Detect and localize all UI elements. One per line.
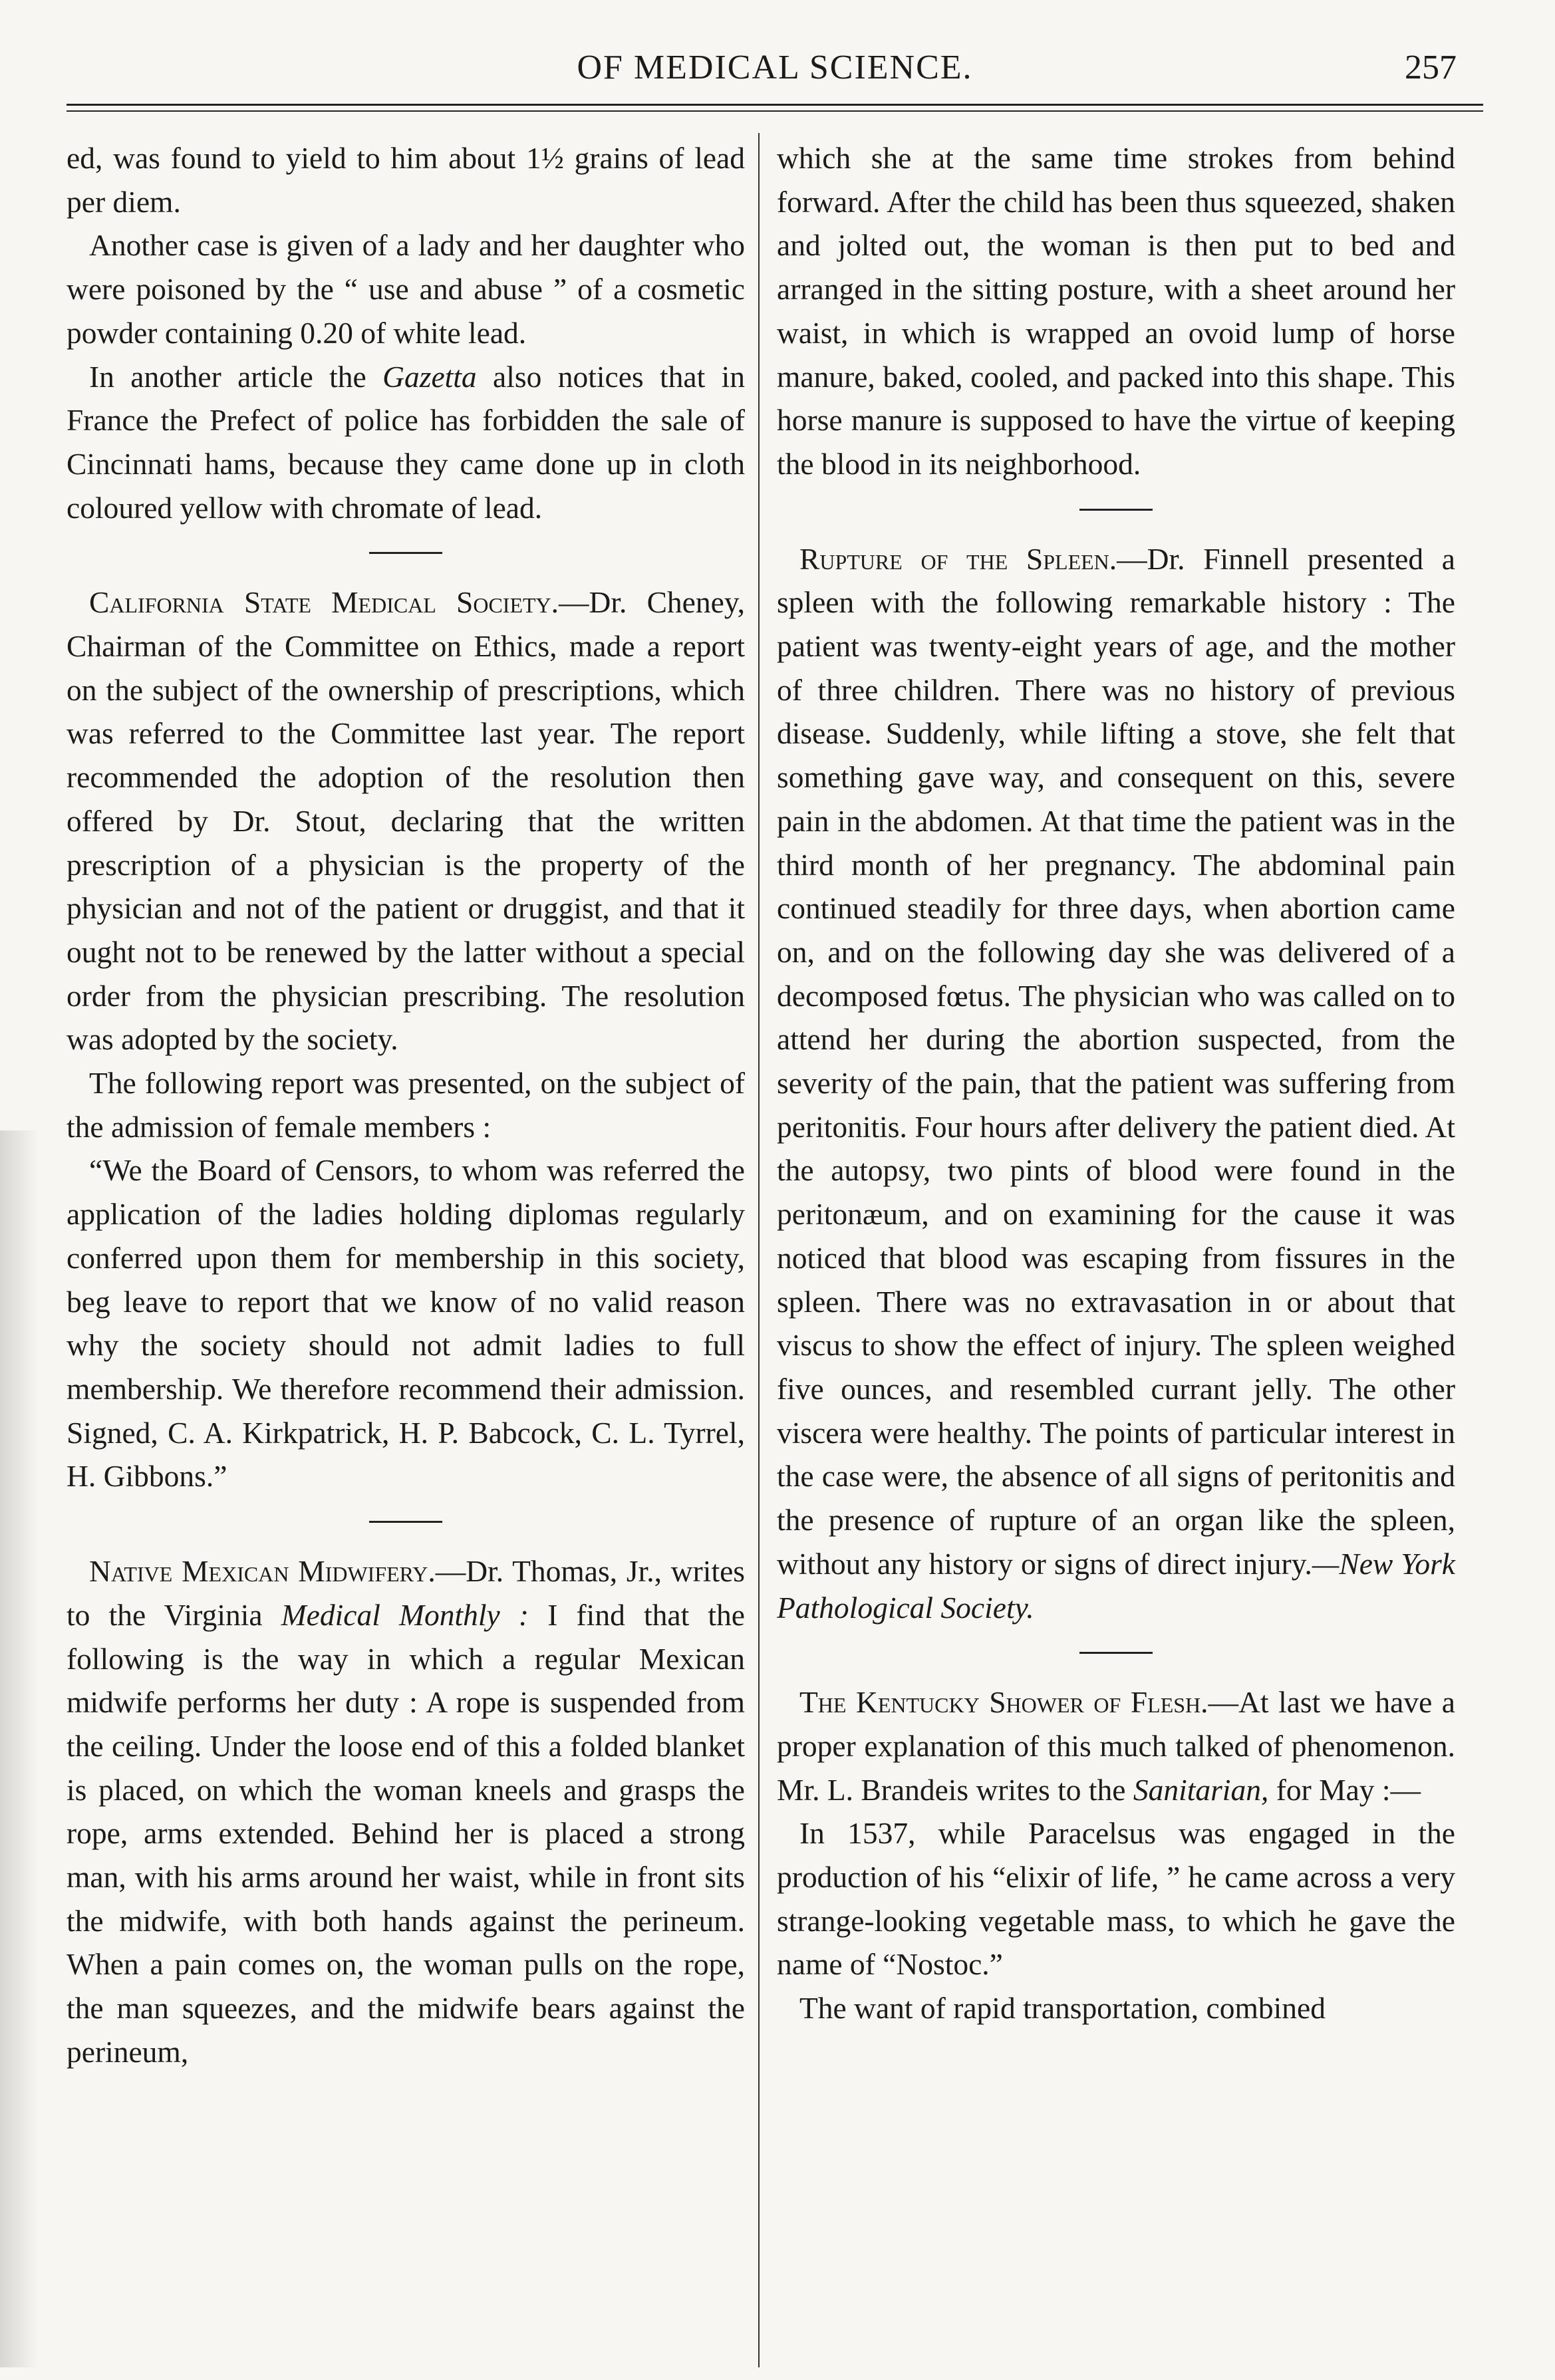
text-run: also notices that in France the Prefect of police has forbidden the sale of Cincinnati hams, because they came done up in cloth coloured yellow with chromate of lead. xyxy=(67,359,745,525)
paragraph: The following report was presented, on the subject of the admission of female members : xyxy=(67,1066,745,1144)
section-paragraph xyxy=(777,1680,1455,1811)
section-heading: California State Medical Society. xyxy=(89,585,559,620)
source-citation: —New York Pathological Society. xyxy=(777,1546,1455,1625)
section-paragraph xyxy=(777,537,1455,1630)
section-heading: Rupture of the Spleen. xyxy=(799,541,1117,576)
text-run: Dr. Cheney, Chairman of the Committee on Ethics, made a report on the subject of the ownership of prescriptions, which was referred to the Committee last year. The report recommended the adoption of the resolution then offered by Dr. Stout, declaring that the written prescription of a physician is the property of the physician and not of the patient or druggist, and that it ought not to be renewed by the latter without a special order from the physician prescribing. The resolution was adopted by the society. xyxy=(67,585,745,1057)
section-separator xyxy=(1079,509,1153,511)
paragraph: ed, was found to yield to him about 1½ grains of lead per diem. xyxy=(67,141,745,219)
quoted-report: “We the Board of Censors, to whom was referred the application of the ladies holding diplomas regularly conferred upon them for membership in this society, beg leave to report that we know of no valid reason why the society should not admit ladies to full membership. We therefore recommend their admission. Signed, C. A. Kirkpatrick, H. P. Babcock, C. L. Tyrrel, H. Gibbons.” xyxy=(67,1153,745,1494)
section-heading: Native Mexican Midwifery. xyxy=(89,1554,436,1589)
text-run: Dr. Finnell presented a spleen with the following remarkable history : The patient was twenty-eight years of age, and the mother of three children. There was no history of previous disease. Suddenly, while lifting a stove, she felt that something gave way, and consequent on this, severe pain in the abdomen. At that time the patient was in the third month of her pregnancy. The abdominal pain continued steadily for three days, when abortion came on, and on the following day she was delivered of a decomposed fœtus. The physician who was called on to attend her during the abortion suspected, from the severity of the pain, that the patient was suffering from peritonitis. Four hours after delivery the patient died. At the autopsy, two pints of blood were found in the peritonæum, and on examining for the cause it was noticed that blood was escaping from fissures in the spleen. There was no extravasation in or about that viscus to show the effect of injury. The spleen weighed five ounces, and resembled currant jelly. The other viscera were healthy. The points of particular interest in the case were, the absence of all signs of peritonitis and the presence of rupture of an organ like the spleen, without any history or signs of direct injury. xyxy=(777,541,1455,1581)
section-separator xyxy=(369,552,442,554)
header-rule-thin xyxy=(67,110,1483,112)
text-run: for May :— xyxy=(1268,1772,1421,1807)
text-run: In another article the xyxy=(89,359,383,394)
right-column xyxy=(777,136,1455,2030)
section-paragraph xyxy=(67,581,745,1061)
section-separator xyxy=(1079,1652,1153,1654)
heading-dash: — xyxy=(559,585,589,620)
page-header xyxy=(67,48,1483,94)
section-separator xyxy=(369,1521,442,1523)
page-number: 257 xyxy=(1405,49,1457,86)
column-divider xyxy=(758,133,760,2367)
paragraph: The want of rapid transportation, combined xyxy=(799,1991,1326,2026)
heading-dash: — xyxy=(435,1554,466,1589)
section-paragraph xyxy=(67,1549,745,2073)
paragraph xyxy=(67,355,745,530)
periodical-title: Medical Monthly : xyxy=(281,1597,529,1632)
periodical-title: Gazetta xyxy=(382,359,477,394)
text-run: I find that the following is the way in which a regular Mexican midwife performs her duty : A rope is suspended from the ceiling. Under the loose end of this a folded blanket is placed, on which the woman kneels and grasps the rope, arms extended. Behind her is placed a strong man, with his arms around her waist, while in front sits the midwife, with both hands against the perineum. When a pain comes on, the woman pulls on the rope, the man squeezes, and the midwife bears against the perineum, xyxy=(67,1597,746,2069)
running-title: OF MEDICAL SCIENCE. xyxy=(577,49,973,86)
heading-dash: — xyxy=(1208,1685,1239,1720)
text-run: Dr. Thomas, Jr., writes to the Virginia xyxy=(67,1554,745,1632)
periodical-title: Sanitarian, xyxy=(1133,1772,1269,1807)
section-heading: The Kentucky Shower of Flesh. xyxy=(799,1685,1208,1720)
heading-dash: — xyxy=(1117,541,1147,576)
paragraph: In 1537, while Paracelsus was engaged in the production of his “elixir of life, ” he came across a very strange-looking vegetable mass, to which he gave the name of “Nostoc.” xyxy=(777,1816,1455,1982)
header-rule xyxy=(67,104,1483,106)
paragraph: which she at the same time strokes from behind forward. After the child has been thus squeezed, shaken and jolted out, the woman is then put to bed and arranged in the sitting posture, with a sheet around her waist, in which is wrapped an ovoid lump of horse manure, baked, cooled, and packed into this shape. This horse manure is supposed to have the virtue of keeping the blood in its neighborhood. xyxy=(777,141,1455,481)
text-run: At last we have a proper explanation of this much talked of phenomenon. Mr. L. Brandeis writes to the xyxy=(777,1685,1455,1807)
left-column xyxy=(67,136,745,2074)
page-edge-shadow xyxy=(0,1130,39,2367)
paragraph: Another case is given of a lady and her daughter who were poisoned by the “ use and abuse ” of a cosmetic powder containing 0.20 of white lead. xyxy=(67,228,745,350)
